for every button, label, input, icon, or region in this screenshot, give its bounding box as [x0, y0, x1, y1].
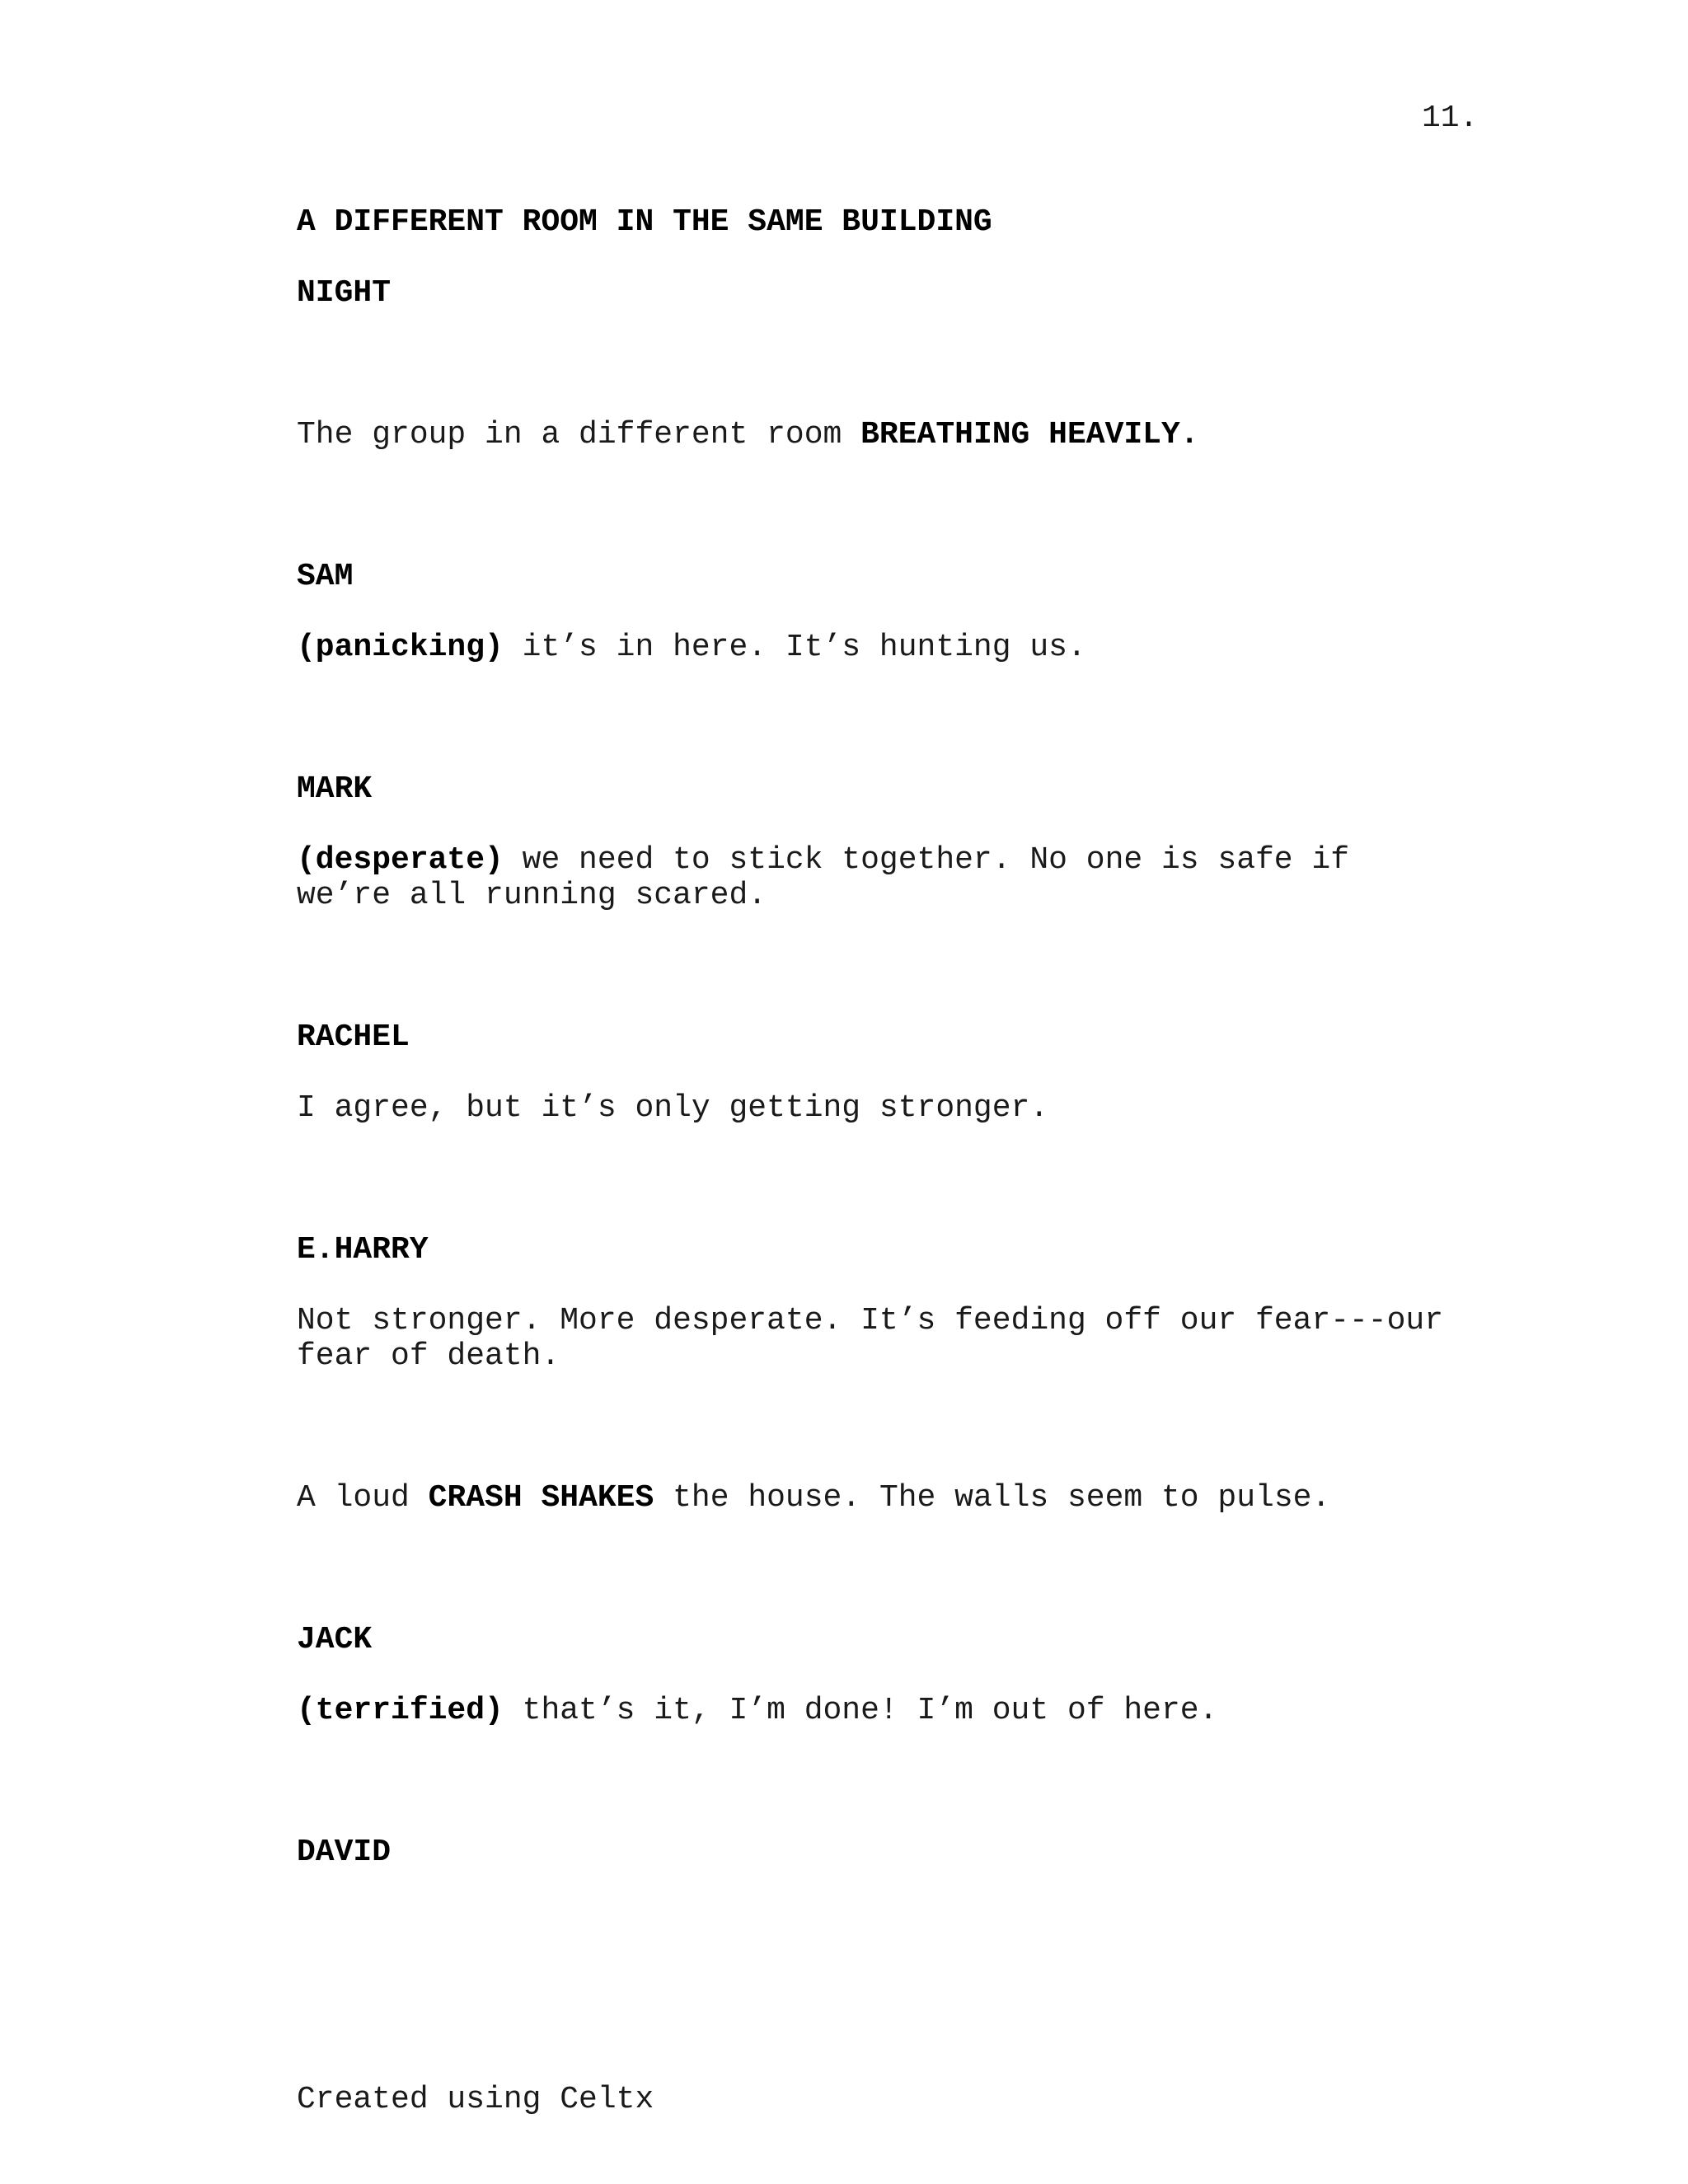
parenthetical: (panicking): [297, 630, 504, 665]
action-text: The group in a different room: [297, 417, 861, 452]
footer-credit: Created using Celtx: [297, 2082, 654, 2117]
dialogue-text: that’s it, I’m done! I’m out of here.: [503, 1693, 1218, 1728]
dialogue-harry-line2: fear of death.: [297, 1338, 560, 1374]
dialogue-jack: [297, 1693, 1217, 1729]
character-name-sam: SAM: [297, 559, 354, 594]
character-name-mark: MARK: [297, 771, 373, 807]
action-line: [297, 1480, 1330, 1516]
character-name-rachel: RACHEL: [297, 1019, 410, 1055]
parenthetical: (terrified): [297, 1693, 504, 1728]
scene-heading: A DIFFERENT ROOM IN THE SAME BUILDING: [297, 204, 992, 240]
action-line: [297, 417, 1199, 453]
parenthetical: (desperate): [297, 842, 504, 878]
dialogue-harry-line1: Not stronger. More desperate. It’s feeding off our fear---our: [297, 1303, 1444, 1338]
page-number: 11.: [1422, 101, 1479, 136]
character-name-jack: JACK: [297, 1622, 373, 1657]
dialogue-mark-line2: we’re all running scared.: [297, 878, 767, 913]
dialogue-text: we need to stick together. No one is safe if: [503, 842, 1350, 878]
dialogue-sam: [297, 630, 1086, 666]
action-emphasis: BREATHING HEAVILY.: [860, 417, 1199, 452]
dialogue-rachel: I agree, but it’s only getting stronger.: [297, 1090, 1049, 1126]
dialogue-mark-line1: [297, 842, 1349, 879]
action-text: A loud: [297, 1480, 429, 1516]
dialogue-text: it’s in here. It’s hunting us.: [503, 630, 1086, 665]
character-name-david: DAVID: [297, 1835, 392, 1870]
character-name-harry: E.HARRY: [297, 1232, 429, 1268]
scene-time: NIGHT: [297, 275, 392, 311]
action-text: the house. The walls seem to pulse.: [654, 1480, 1331, 1516]
action-emphasis: CRASH SHAKES: [428, 1480, 654, 1516]
